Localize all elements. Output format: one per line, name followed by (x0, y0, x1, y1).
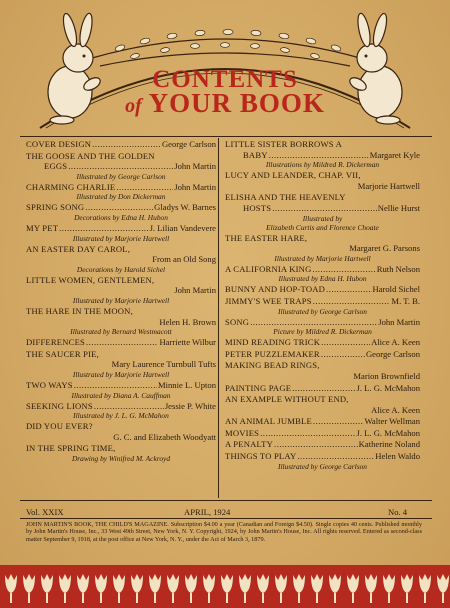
story-title: MOVIES (225, 427, 260, 438)
story-title: MY PET (26, 222, 59, 233)
leader-dots (292, 383, 355, 394)
header (0, 0, 450, 135)
leader-dots (86, 337, 158, 348)
story-title: AN EXAMPLE WITHOUT END, (225, 394, 349, 405)
illustrator-credit: Illustrated by Don Dickerman (76, 192, 166, 202)
illustrator-credit: Illustrated by George Carlson (277, 461, 368, 471)
story-title: BABY (243, 149, 268, 160)
left-rabbit-eye (83, 55, 86, 58)
story-title: TWO WAYS (26, 379, 73, 390)
contents-entry (26, 421, 216, 442)
illustrator-credit: Illustrated by Marjorie Hartwell (72, 369, 170, 379)
contents-entry (26, 306, 216, 336)
illustrator-credit: Illustrated by George Carlson (76, 171, 166, 181)
illustrator-credit: Illustrations by Mildred R. Dickerman (265, 160, 380, 170)
leader-dots (313, 296, 391, 307)
story-title: EGGS (44, 161, 68, 172)
contents-entry (26, 244, 216, 274)
issue-number: No. 4 (388, 507, 408, 517)
illustrator-credit: Elizabeth Curtis and Florence Choate (266, 222, 379, 232)
illustrator-credit: Decorations by Harold Sichel (76, 264, 166, 274)
contents-entry (225, 349, 420, 360)
author-name: Alice A. Keen (371, 337, 420, 348)
entry-line (225, 383, 420, 394)
illustrator-credit: Decorations by Edna H. Hubon (74, 212, 168, 222)
leader-dots (321, 349, 365, 360)
story-title: SONG (225, 316, 250, 327)
author-name: Alice A. Keen (371, 404, 420, 415)
author-name: John Martin (378, 316, 420, 327)
contents-entry (225, 170, 420, 191)
leader-dots (297, 451, 374, 462)
bottom-rule (20, 500, 432, 501)
contents-entry (225, 233, 420, 263)
author-name: George Carlson (161, 139, 216, 149)
story-title: HOSTS (243, 202, 272, 213)
contents-entry (26, 151, 216, 181)
contents-entry (26, 349, 216, 379)
entry-line (26, 401, 216, 412)
entry-line (225, 284, 420, 295)
story-title: THE SAUCER PIE, (26, 348, 99, 359)
illustrator-credit: Illustrated by Marjorie Hartwell (72, 295, 170, 305)
author-name: J. L. G. McMahon (356, 382, 420, 393)
entry-line (26, 161, 216, 172)
story-title: A PENALTY (225, 439, 274, 450)
author-name: Walter Wellman (364, 416, 420, 427)
story-title: THE EASTER HARE, (225, 232, 308, 243)
author-name: Jessie P. White (164, 400, 216, 411)
illustrator-credit: Illustrated by J. L. G. McMahon (73, 411, 169, 421)
contents-entry (26, 182, 216, 202)
entry-line (225, 349, 420, 360)
publication-rule (20, 518, 432, 519)
author-name: Ruth Nelson (376, 263, 420, 274)
story-title: THINGS TO PLAY (225, 451, 297, 462)
author-name: George Carlson (365, 348, 420, 359)
story-title: BUNNY AND HOP-TOAD (225, 284, 326, 295)
illustrator-credit: Illustrated by (302, 213, 343, 223)
illustrator-credit: Illustrated by Edna H. Hubon (278, 274, 367, 284)
leader-dots (94, 401, 164, 412)
illustrator-credit: Illustrated by Marjorie Hartwell (274, 253, 371, 263)
story-title: COVER DESIGN (26, 139, 92, 149)
author-name: G. C. and Elizabeth Woodyatt (113, 431, 216, 442)
leader-dots (313, 416, 364, 427)
author-name: Harriette Wilbur (159, 337, 216, 348)
story-title: JIMMY'S WEE TRAPS (225, 295, 312, 306)
right-rabbit-eye (365, 55, 368, 58)
leader-dots (74, 380, 157, 391)
contents-entry (225, 439, 420, 450)
illustrator-credit: Illustrated by George Carlson (277, 306, 368, 316)
leader-dots (68, 161, 173, 172)
publication-notice: JOHN MARTIN'S BOOK, THE CHILD'S MAGAZINE. Subscription $4.00 a year (Canadian and Foreign $4.50). Single copies 40 cents. Published monthly by John Martin's House, Inc., 33 West 49th Street, New York, N. Y. Copyright, 1924, by John Martin's House, Inc. All rights reserved. Entered as second-class matter September 9, 1918, at the post office at New York, N. Y., under the Act of March 3, 1879. (26, 521, 422, 543)
author-name: Helen Waldo (375, 451, 420, 462)
entry-line (225, 451, 420, 462)
illustrator-credit: Illustrated by Bernard Westmacott (70, 327, 172, 337)
contents-entry (225, 284, 420, 295)
contents-entry (225, 192, 420, 231)
author-name: J. Lilian Vandevere (149, 222, 216, 233)
entry-line (225, 264, 420, 275)
contents-entry (225, 317, 420, 337)
story-title: AN EASTER DAY CAROL, (26, 243, 131, 254)
column-divider (218, 138, 219, 498)
author-name: Marion Brownfield (353, 370, 420, 381)
entry-line (26, 337, 216, 348)
leader-dots (85, 202, 153, 213)
left-contents-column (26, 139, 216, 464)
entry-line (225, 337, 420, 348)
story-title: DID YOU EVER? (26, 421, 93, 432)
leader-dots (312, 264, 375, 275)
contents-entry (225, 416, 420, 427)
entry-line (225, 296, 420, 307)
author-name: Margaret Kyle (369, 149, 420, 160)
illustrator-credit: Illustrated by Marjorie Hartwell (72, 233, 170, 243)
contents-entry (26, 337, 216, 348)
story-title: ELISHA AND THE HEAVENLY (225, 192, 346, 203)
contents-entry (225, 264, 420, 284)
story-title: SPRING SONG (26, 202, 85, 213)
volume-number: Vol. XXIX (26, 507, 64, 517)
contents-entry (225, 428, 420, 439)
contents-entry (26, 223, 216, 243)
leader-dots (116, 182, 173, 193)
story-title: MIND READING TRICK (225, 337, 321, 348)
contents-entry (225, 296, 420, 316)
author-name: John Martin (174, 161, 216, 172)
story-title: PAINTING PAGE (225, 382, 292, 393)
contents-entry (225, 383, 420, 394)
contents-entry (225, 451, 420, 471)
story-title: LITTLE SISTER BORROWS A (225, 139, 343, 149)
contents-entry (26, 275, 216, 305)
illustrator-credit: Drawing by Winifred M. Ackroyd (71, 453, 171, 463)
leader-dots (274, 439, 358, 450)
story-title: IN THE SPRING TIME, (26, 443, 116, 454)
entry-line (26, 202, 216, 213)
leader-dots (92, 139, 161, 150)
right-contents-column (225, 139, 420, 472)
contents-title: CONTENTS (152, 66, 298, 93)
author-name: Marjorie Hartwell (357, 180, 420, 191)
author-name: Helen H. Brown (159, 316, 216, 327)
leader-dots (59, 223, 148, 234)
top-rule (20, 136, 432, 137)
story-title: AN ANIMAL JUMBLE (225, 416, 312, 427)
leader-dots (272, 203, 377, 214)
contents-entry (225, 394, 420, 415)
contents-entry (26, 202, 216, 222)
author-name: M. T. B. (391, 295, 420, 306)
author-name: Katherine Noland (358, 439, 420, 450)
leader-dots (260, 428, 355, 439)
willow-buds (114, 29, 341, 59)
entry-line (225, 416, 420, 427)
contents-entry (225, 360, 420, 381)
illustrator-credit: Picture by Mildred R. Dickerman (273, 327, 372, 337)
contents-entry (26, 443, 216, 463)
decorative-tulip-border (0, 565, 450, 608)
contents-entry (225, 337, 420, 348)
author-name: Minnie L. Upton (157, 379, 216, 390)
story-title: LUCY AND LEANDER, CHAP. VII, (225, 170, 361, 181)
author-name: Mary Laurence Turnbull Tufts (111, 359, 216, 370)
entry-line (225, 317, 420, 328)
story-title: THE GOOSE AND THE GOLDEN (26, 150, 155, 161)
contents-entry (26, 380, 216, 400)
of-word: of (125, 95, 142, 117)
leader-dots (269, 150, 369, 161)
entry-line (225, 428, 420, 439)
illustrator-credit: Illustrated by Diana A. Cauffman (71, 390, 171, 400)
contents-entry (26, 401, 216, 421)
story-title: DIFFERENCES (26, 337, 86, 348)
author-name: From an Old Song (152, 254, 216, 265)
author-name: Gladys W. Barnes (154, 202, 216, 213)
story-title: SEEKING LIONS (26, 400, 93, 411)
story-title: A CALIFORNIA KING (225, 263, 312, 274)
author-name: Margaret G. Parsons (349, 243, 420, 254)
author-name: Nellie Hurst (377, 202, 420, 213)
entry-line (26, 223, 216, 234)
entry-line (225, 150, 420, 161)
entry-line (26, 139, 216, 150)
story-title: PETER PUZZLEMAKER (225, 348, 320, 359)
entry-line (225, 203, 420, 214)
contents-entry (225, 139, 420, 169)
leader-dots (250, 317, 377, 328)
entry-line (26, 380, 216, 391)
author-name: John Martin (174, 181, 216, 192)
leader-dots (326, 284, 371, 295)
contents-entry (26, 139, 216, 150)
entry-line (225, 439, 420, 450)
story-title: THE HARE IN THE MOON, (26, 305, 133, 316)
author-name: J. L. G. McMahon (356, 427, 420, 438)
author-name: Harold Sichel (372, 284, 420, 295)
your-book-word: YOUR BOOK (148, 88, 325, 118)
your-book-title (0, 88, 450, 119)
story-title: LITTLE WOMEN, GENTLEMEN, (26, 274, 155, 285)
leader-dots (321, 337, 370, 348)
author-name: John Martin (174, 285, 216, 296)
story-title: CHARMING CHARLIE (26, 181, 116, 192)
story-title: MAKING BEAD RINGS, (225, 360, 320, 371)
entry-line (26, 182, 216, 193)
issue-date: APRIL, 1924 (184, 507, 231, 517)
